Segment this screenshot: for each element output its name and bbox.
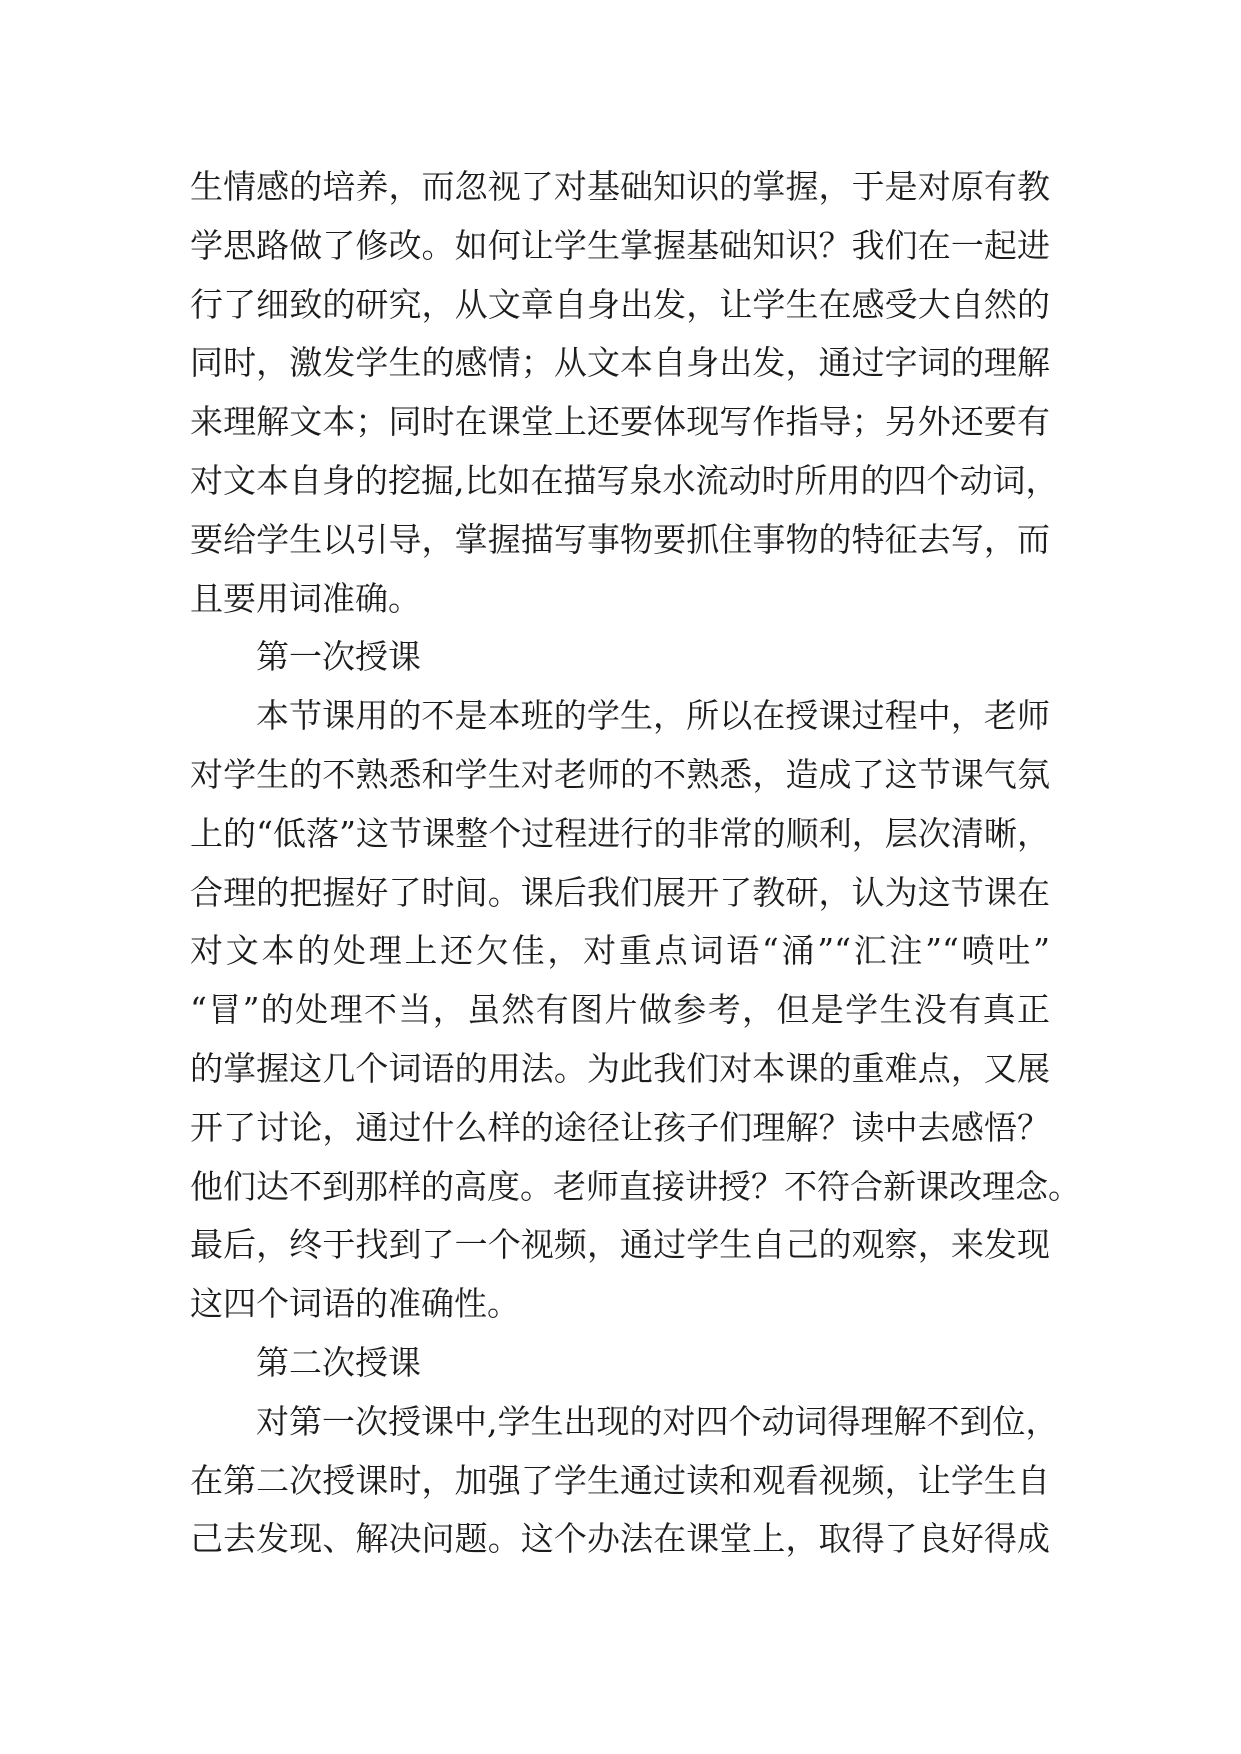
text-line: 合理的把握好了时间。课后我们展开了教研，认为这节课在 bbox=[190, 872, 1050, 912]
text-line: 他们达不到那样的高度。老师直接讲授？不符合新课改理念。 bbox=[190, 1166, 1081, 1206]
text-line: “冒”的处理不当，虽然有图片做参考，但是学生没有真正 bbox=[190, 990, 1050, 1030]
paragraph-3 bbox=[190, 1393, 1059, 1569]
paragraph-2 bbox=[190, 687, 1081, 1334]
text-line: 在第二次授课时，加强了学生通过读和观看视频，让学生自 bbox=[190, 1460, 1050, 1500]
text-line: 对学生的不熟悉和学生对老师的不熟悉，造成了这节课气氛 bbox=[190, 754, 1050, 794]
text-line: 己去发现、解决问题。这个办法在课堂上，取得了良好得成 bbox=[190, 1519, 1050, 1559]
text-line: 同时，激发学生的感情；从文本自身出发，通过字词的理解 bbox=[190, 343, 1050, 383]
text-line: 来理解文本；同时在课堂上还要体现写作指导；另外还要有 bbox=[190, 402, 1050, 442]
section-heading-second-lesson: 第二次授课 bbox=[256, 1342, 421, 1382]
section-heading-first-lesson: 第一次授课 bbox=[256, 637, 421, 677]
text-line: 对第一次授课中,学生出现的对四个动词得理解不到位， bbox=[256, 1401, 1059, 1441]
text-line: 上的“低落”这节课整个过程进行的非常的顺利，层次清晰， bbox=[190, 813, 1050, 853]
text-line: 对文本自身的挖掘,比如在描写泉水流动时所用的四个动词， bbox=[190, 460, 1059, 500]
text-line: 对文本的处理上还欠佳，对重点词语“涌”“汇注”“喷吐” bbox=[190, 931, 1050, 971]
text-line: 开了讨论，通过什么样的途径让孩子们理解？读中去感悟？ bbox=[190, 1107, 1050, 1147]
text-line: 本节课用的不是本班的学生，所以在授课过程中，老师 bbox=[256, 696, 1050, 736]
text-line: 最后，终于找到了一个视频，通过学生自己的观察，来发现 bbox=[190, 1225, 1050, 1265]
text-line: 这四个词语的准确性。 bbox=[190, 1284, 520, 1324]
text-line: 的掌握这几个词语的用法。为此我们对本课的重难点，又展 bbox=[190, 1048, 1050, 1088]
text-line: 且要用词准确。 bbox=[190, 578, 421, 618]
paragraph-1 bbox=[190, 158, 1059, 628]
text-line: 生情感的培养，而忽视了对基础知识的掌握，于是对原有教 bbox=[190, 167, 1050, 206]
text-line: 要给学生以引导，掌握描写事物要抓住事物的特征去写，而 bbox=[190, 519, 1050, 559]
text-line: 学思路做了修改。如何让学生掌握基础知识？我们在一起进 bbox=[190, 225, 1050, 265]
text-line: 行了细致的研究，从文章自身出发，让学生在感受大自然的 bbox=[190, 284, 1050, 324]
document-body bbox=[190, 158, 1081, 1569]
